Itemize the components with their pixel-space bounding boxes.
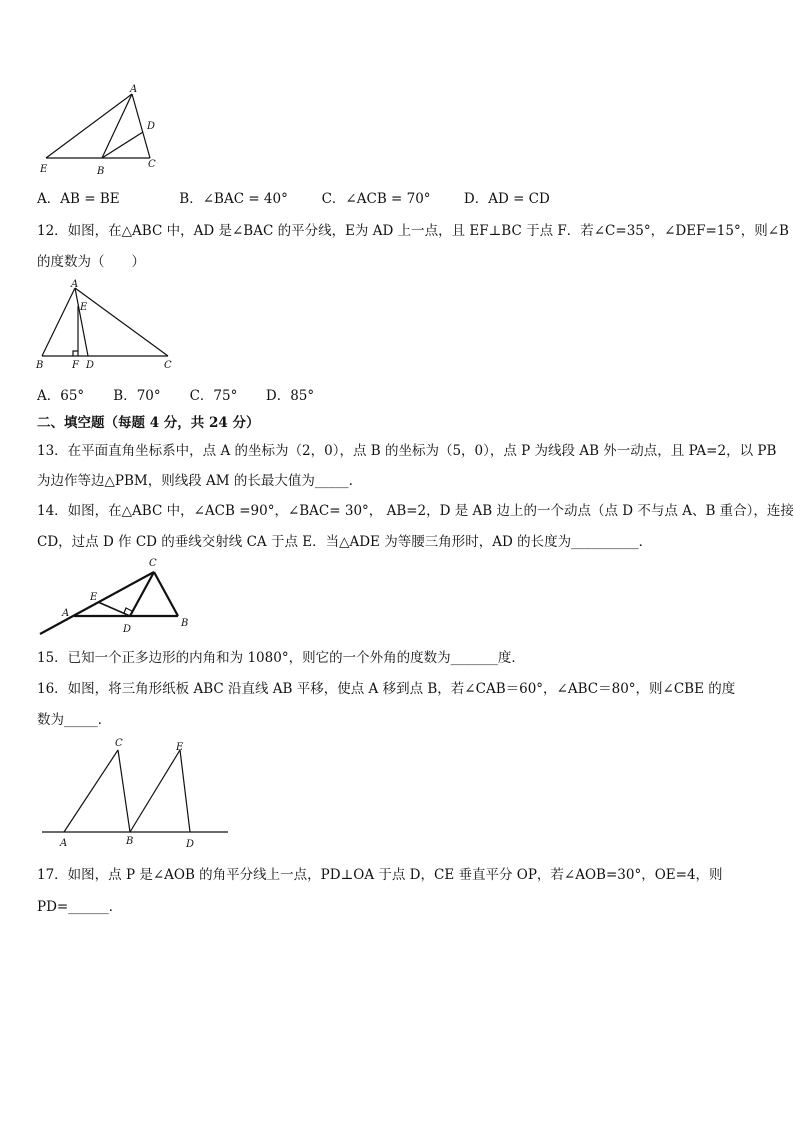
q16-label-D: D bbox=[186, 839, 195, 850]
q14-label-E: E bbox=[90, 592, 98, 603]
q13-text-line2: 为边作等边△PBM，则线段 AM 的长最大值为_____. bbox=[37, 473, 353, 489]
q12-label-C: C bbox=[164, 360, 172, 371]
q12-option-d: D．85° bbox=[265, 388, 315, 404]
q11-label-E: E bbox=[40, 164, 48, 175]
q12-option-c: C．75° bbox=[189, 388, 238, 404]
q12-option-a: A．65° bbox=[37, 388, 85, 404]
section-heading: 二、填空题（每题 4 分，共 24 分） bbox=[37, 415, 260, 431]
q12-label-B: B bbox=[36, 360, 44, 371]
q16-label-A: A bbox=[60, 838, 68, 849]
q14-label-B: B bbox=[181, 618, 189, 629]
q14-label-D: D bbox=[123, 624, 132, 635]
q11-figure bbox=[30, 82, 170, 182]
q14-text-line1: 14．如图，在△ABC 中，∠ACB =90°，∠BAC= 30°， AB=2，D 是 AB 边上的一个动点（点 D 不与点 A、B 重合），连接 bbox=[37, 503, 794, 519]
q11-label-A: A bbox=[130, 84, 138, 95]
q16-label-E: E bbox=[176, 742, 184, 753]
q12-text-line1: 12．如图，在△ABC 中，AD 是∠BAC 的平分线，E为 AD 上一点，且 EF⊥BC 于点 F．若∠C=35°，∠DEF=15°，则∠B bbox=[37, 223, 789, 239]
q17-text-line2: PD=______． bbox=[37, 899, 123, 915]
q14-label-A: A bbox=[62, 608, 70, 619]
q11-options bbox=[37, 187, 550, 207]
q11-option-a: A．AB = BE bbox=[37, 191, 120, 207]
q16-text-line2: 数为_____． bbox=[37, 712, 112, 728]
q11-option-c: C．∠ACB = 70° bbox=[321, 191, 431, 207]
q16-text-line1: 16．如图，将三角形纸板 ABC 沿直线 AB 平移，使点 A 移到点 B，若∠CAB＝60°，∠ABC＝80°，则∠CBE 的度 bbox=[37, 681, 736, 697]
q16-figure bbox=[38, 732, 238, 852]
q11-label-B: B bbox=[97, 166, 105, 177]
q11-option-d: D．AD = CD bbox=[463, 191, 550, 207]
q12-label-F: F bbox=[72, 360, 79, 371]
q14-label-C: C bbox=[149, 558, 157, 569]
q12-options bbox=[37, 384, 314, 404]
q11-option-b: B．∠BAC = 40° bbox=[179, 191, 288, 207]
q12-figure bbox=[30, 280, 190, 375]
q12-option-b: B．70° bbox=[113, 388, 161, 404]
q17-text-line1: 17．如图，点 P 是∠AOB 的角平分线上一点，PD⊥OA 于点 D，CE 垂直平分 OP，若∠AOB=30°，OE=4，则 bbox=[37, 867, 723, 883]
q15-text-line1: 15．已知一个正多边形的内角和为 1080°，则它的一个外角的度数为_______度． bbox=[37, 650, 525, 666]
q16-label-C: C bbox=[115, 738, 123, 749]
q11-label-D: D bbox=[147, 121, 156, 132]
q12-label-E: E bbox=[80, 302, 88, 313]
q11-label-C: C bbox=[148, 159, 156, 170]
q14-text-line2: CD，过点 D 作 CD 的垂线交射线 CA 于点 E．当△ADE 为等腰三角形时，AD 的长度为__________． bbox=[37, 534, 653, 550]
q12-label-A: A bbox=[71, 279, 79, 290]
q16-label-B: B bbox=[126, 836, 134, 847]
q14-figure bbox=[38, 556, 198, 641]
q13-text-line1: 13．在平面直角坐标系中，点 A 的坐标为（2，0），点 B 的坐标为（5，0），点 P 为线段 AB 外一动点，且 PA=2，以 PB bbox=[37, 443, 777, 459]
q12-label-D: D bbox=[86, 360, 95, 371]
q12-text-line2: 的度数为（ ） bbox=[37, 254, 145, 270]
